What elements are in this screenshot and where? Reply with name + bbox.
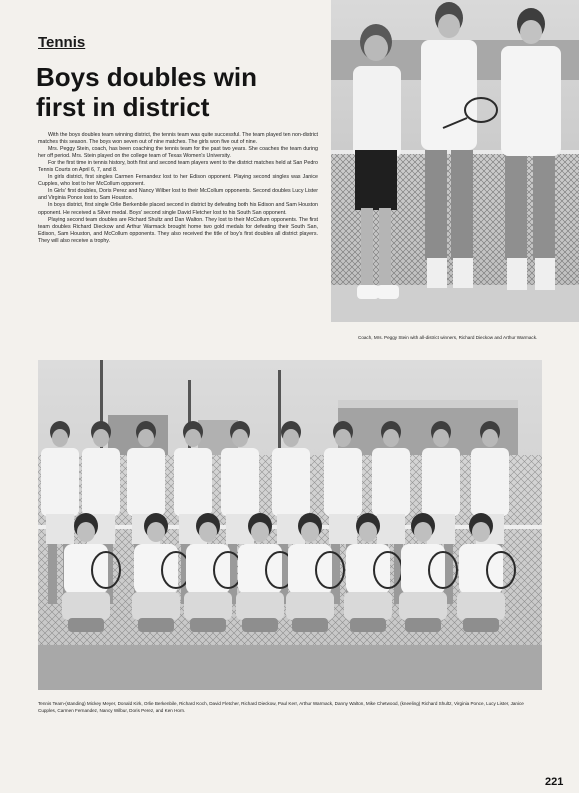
section-label: Tennis [38,34,86,51]
coach-players-photo-art [331,0,579,322]
photo-caption-team: Tennis Team-(standing) Mickey Meyer, Donald Kirk, Orlie Berkenbile, Richard Koch, David Fletcher, Richard Dieckow, Paul Kerr, Arthur Warmack, Danny Walton, Mike Chetwood, (kneeling) Richard Shultz, Virginia Ponce, Lucy Lister, Janice Cupples, Carmen Fernandez, Nancy Wilbur, Doris Perez, and Ken Horn. [38,701,524,713]
story-paragraph: Playing second team doubles are Richard Shultz and Dan Walton. They lost to their McCollum opponents. The first team doubles Richard Dieckow and Arthur Warmack brought home two gold medals for defeating their South San, Edison, Sam Houston, and McCollum opponents. They also received the title of boy's first doubles all district players. They will also receive a trophy. [38,216,318,244]
story-paragraph: In boys district, first single Orlie Berkenbile placed second in district by defeating both his Edison and Sam Houston opponent. He received a Silver medal. Boys' second single David Fletcher lost to his South San opponent. [38,202,318,216]
story-paragraph: In girls district, first singles Carmen Fernandez lost to her Edison opponent. Playing second singles was Janice Cupples, who lost to her McCollum opponent. [38,174,318,188]
headline: Boys doubles win first in district [36,62,258,122]
photo-caption-top: Coach, Mrs. Peggy Stein with all-district winners, Richard Dieckow and Arthur Warmack. [358,335,538,340]
story-paragraph: In Girls' first doubles, Doris Perez and Nancy Wilber lost to their McCollum opponents. Second doubles Lucy Lister and Virginia Ponce lost to Sam Houston. [38,188,318,202]
team-photo [38,360,542,690]
story-paragraph: With the boys doubles team winning district, the tennis team was quite successful. The team played ten non-district matches this season. The boys won seven out of nine matches. The girls won five out of nine. [38,132,318,146]
story-paragraph: For the first time in tennis history, both first and second team players went to the district matches held at San Pedro Tennis Courts on April 6, 7, and 8. [38,160,318,174]
coach-players-photo [331,0,579,322]
page-number: 221 [545,776,564,788]
story-paragraph: Mrs. Peggy Stein, coach, has been coaching the tennis team for the past two years. She coaches the team during her off period. Mrs. Stein played on the college team of Texas Women's University. [38,146,318,160]
team-photo-art [38,360,542,690]
story-text [38,132,318,245]
